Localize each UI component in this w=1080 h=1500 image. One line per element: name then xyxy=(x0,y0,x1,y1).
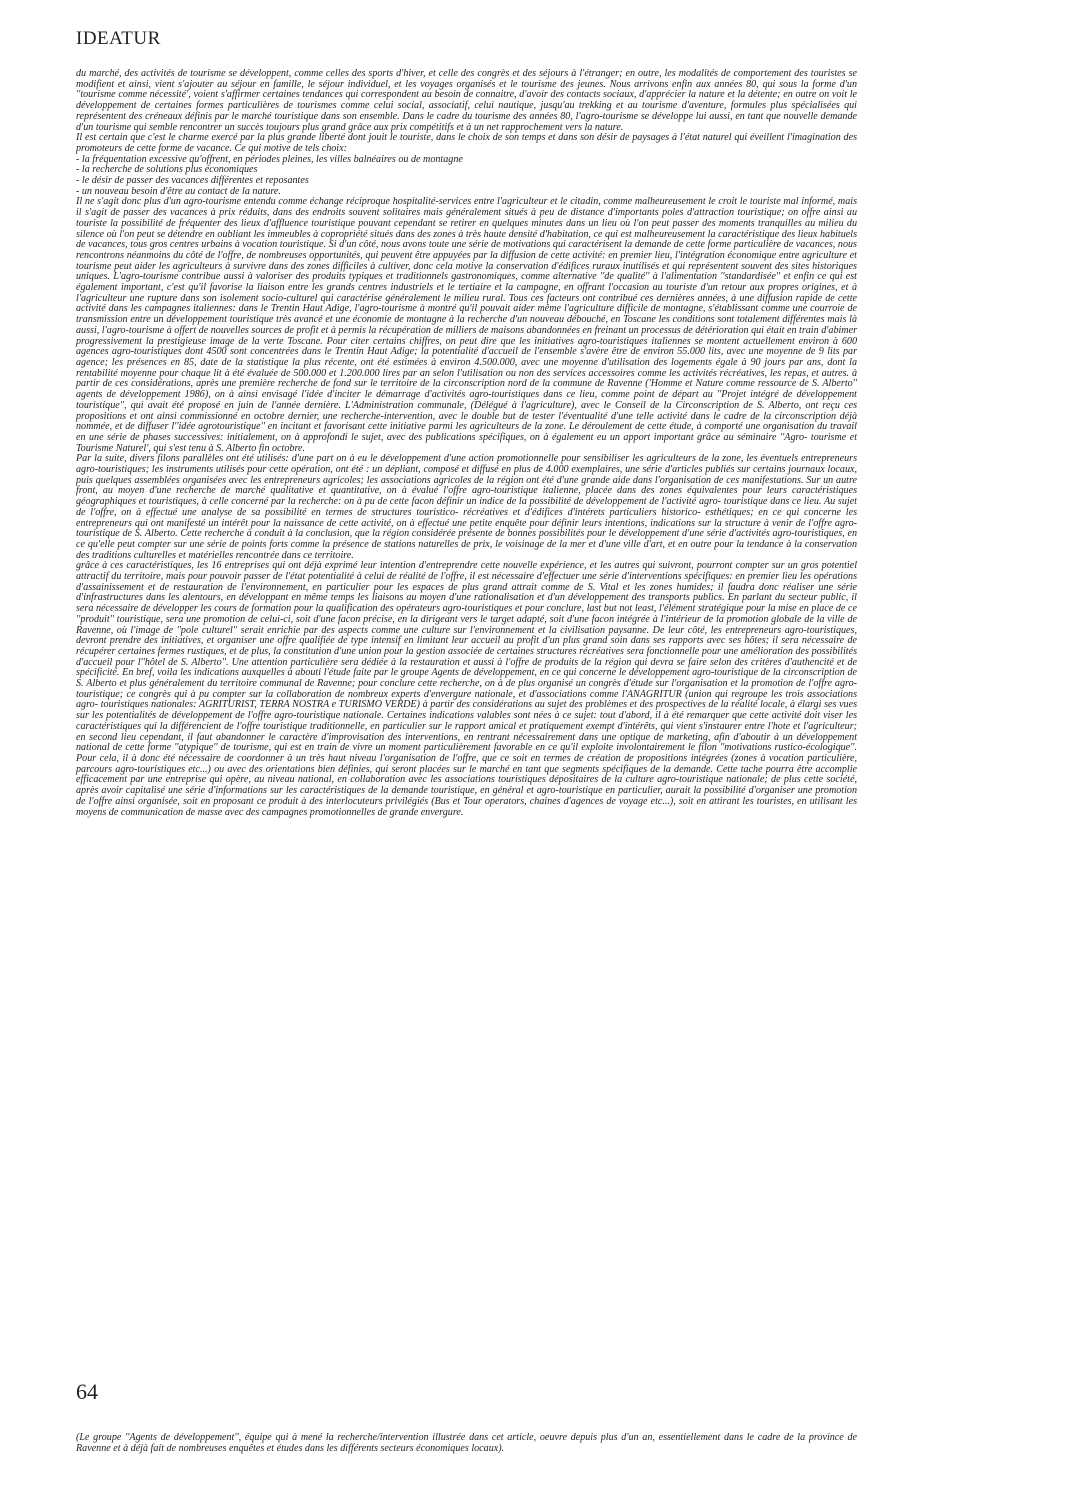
running-header: IDEATUR xyxy=(76,28,161,49)
article-body xyxy=(76,69,857,818)
paragraph-1: du marché, des activités de tourisme se développent, comme celles des sports d'hiver, et celle des congrès et des séjours à l'étranger; en outre, les modalités de comportement des touristes se modifient et ainsi, vient s'ajouter au séjour en famille, le séjour individuel, et les voyages organisés et le tourisme des jeunes. Nous arrivons enfin aux années 80, qui sous la forme d'un ''tourisme comme nécessité', voient s'affirmer certaines tendances qui correspondent au besoin de connaitre, d'avoir des contacts sociaux, d'apprécier la nature et la détente; en outre on voit le développement de certaines formes particulières de tourismes comme celui social, associatif, celui nautique, jusqu'au trekking et au tourisme d'aventure, formules plus spécialisées qui représentent des créneaux définis par le marché touristique dans son ensemble. Dans le cadre du tourisme des années 80, l'agro-tourisme se développe lui aussi, en tant que nouvelle demande d'un tourisme qui semble rencontrer un succès toujours plus grand grâce aux prix compétitifs et à un net rapprochement vers la nature. xyxy=(76,68,857,133)
paragraph-3: Il ne s'agit donc plus d'un agro-tourisme entendu comme échange réciproque hospitalité-services entre l'agriculteur et le citadin, comme malheureusement le croit le touriste mal informé, mais il s'agit de passer des vacances à prix réduits, dans des endroits souvent solitaires mais généralement situés à peu de distance d'importants poles d'attraction touristique; on offre ainsi au touriste la possibilité de fréquenter des lieux d'affluence touristique pouvant cependant se retirer en quelques minutes dans un lieu où l'on peut passer des moments tranquilles au milieu du silence où l'on peut se détendre en oubliant les immeubles à copropriété situés dans des zones à très haute densité d'habitation, ce qui est malheureusement la caractéristique des lieux habituels de vacances, tous gros centres urbains à vocation touristique. Si d'un côté, nous avons toute une série de motivations qui caractérisent la demande de cette forme particulière de vacances, nous rencontrons néanmoins du côté de l'offre, de nombreuses opportunités, qui peuvent être appuyées par la diffusion de cette activité: en premier lieu, l'intégration économique entre agriculture et tourisme peut aider les agriculteurs à survivre dans des zones difficiles à cultiver, donc cela motive la conservation d'édifices ruraux inutilisés et qui représentent souvent des sites historiques uniques. L'agro-tourisme contribue aussi à valoriser des produits typiques et traditionnels gastronomiques, comme alternative ''de qualité'' à l'alimentation ''standardisée'' et enfin ce qui est également important, c'est qu'il favorise la liaison entre les grands centres industriels et le tertiaire et la campagne, en offrant l'occasion au touriste d'un retour aux propres origines, et à l'agriculteur une rupture dans son isolement socio-culturel qui caractérise généralement le milieu rural. Tous ces facteurs ont contribué ces dernières années, à une diffusion rapide de cette activité dans les campagnes italiennes: dans le Trentin Haut Adige, l'agro-tourisme à montré qu'il pouvait aider même l'agriculture difficile de montagne, s'établissant comme une courroie de transmission entre un développement touristique très avancé et une économie de montagne à la recherche d'un nouveau débouché, en Toscane les conditions sont totalement différentes mais là aussi, l'agro-tourisme à offert de nouvelles sources de profit et à permis la récupération de milliers de maisons abandonnées en freinant un processus de détérioration qui était en train d'abimer progressivement la prestigieuse image de la verte Toscane. Pour citer certains chiffres, on peut dire que les initiatives agro-touristiques italiennes se montent actuellement environ à 600 agences agro-touristiques dont 4500 sont concentrées dans le Trentin Haut Adige; la potentialité d'accueil de l'ensemble s'avère être de environ 55.000 lits, avec une moyenne de 9 lits par agence; les présences en 85, date de la statistique la plus récente, ont été estimées à environ 4.500.000, avec une moyenne d'utilisation des logements égale à 90 jours par ans, dont la rentabilité moyenne pour chaque lit à été évaluée de 500.000 et 1.200.000 lires par an selon l'utilisation ou non des services accessoires comme les activités récréatives, les repas, et autres. à partir de ces considérations, après une première recherche de fond sur le territoire de la circonscription nord de la commune de Ravenne ('Homme et Nature comme ressource de S. Alberto'' agents de développement 1986), on à ainsi envisagé l'idée d'inciter le démarrage d'activités agro-touristiques dans ce lieu, comme point de départ au ''Projet intégré de développement touristique'', qui avait été proposé en juin de l'année dernière. L'Administration communale, (Délégué à l'agriculture), avec le Conseil de la Circonscription de S. Alberto, ont reçu ces propositions et ont ainsi commissionné en octobre dernier, une recherche-intervention, avec le double but de tester l'éventualité d'une telle activité dans le cadre de la circonscription déjà nommée, et de diffuser l''idée agrotouristique'' en incitant et favorisant cette initiative parmi les agriculteurs de la zone. Le déroulement de cette étude, à comporté une organisation du travail en une série de phases successives: initialement, on à approfondi le sujet, avec des publications spécifiques, on à également eu un apport important grâce au séminaire ''Agro- tourisme et Tourisme Naturel', qui s'est tenu à S. Alberto fin octobre. xyxy=(76,196,857,454)
paragraph-2: Il est certain que c'est le charme exercé par la plus grande liberté dont jouit le touriste, dans le choix de son temps et dans son désir de paysages à l'état naturel qui éveillent l'imagination des promoteurs de cette forme de vacance. Ce qui motive de tels choix: xyxy=(76,132,857,154)
page-number: 64 xyxy=(76,1379,98,1404)
list-item-2: - la recherche de solutions plus économiques xyxy=(76,164,258,176)
footnote: (Le groupe ''Agents de développement'', équipe qui à mené la recherche/intervention illustrée dans cet article, oeuvre depuis plus d'un an, essentiellement dans le cadre de la province de Ravenne et à déjà fait de nombreuses enquêtes et études dans les différents secteurs économiques locaux). xyxy=(76,1432,857,1454)
paragraph-5: grâce à ces caractéristiques, les 16 entreprises qui ont déjà exprimé leur intention d'entreprendre cette nouvelle expérience, et les autres qui suivront, pourront compter sur un gros potentiel attractif du territoire, mais pour pouvoir passer de l'état potentialité à celui de réalité de l'offre, il est nécessaire d'effectuer une série d'interventions spécifiques: en premier lieu les opérations d'assainissement et de restauration de l'environnement, en particulier pour les espaces de plus grand attrait comme de S. Vital et les zones humides; il faudra donc réaliser une série d'infrastructures dans les alentours, en développant en même temps les liaisons au moyen d'une rationalisation et d'un développement des transports publics. En parlant du secteur public, il sera nécessaire de développer les cours de formation pour la qualification des opérateurs agro-touristiques et pour conclure, last but not least, l'élément stratégique pour la mise en place de ce ''produit'' touristique, sera une promotion de celui-ci, soit d'une facon précise, en la dirigeant vers le target adapté, soit d'une facon intégrée à l'intérieur de la promotion globale de la ville de Ravenne, où l'image de ''pole culturel'' serait enrichie par des aspects comme une culture sur l'environnement et la civilisation paysanne. De leur côté, les entrepreneurs agro-touristiques, devront prendre des initiatives, et organiser une offre qualifiée de type intensif en limitant leur accueil au profit d'un plus grand soin dans ses rapports avec ses hôtes; il sera nécessaire de récupérer certaines fermes rustiques, et de plus, la constitution d'une union pour la gestion associée de certaines structures récréatives sera fonctionnelle pour une amélioration des possibilités d'accueil pour l''hôtel de S. Alberto''. Une attention particulière sera dédiée à la restauration et aussi à l'offre de produits de la région qui devra se faire selon des critères d'authencité et de spécificité. En bref, voila les indications auxquelles à abouti l'étude faite par le groupe Agents de développement, en ce qui concerne le développement agro-touristique de la circonscription de S. Alberto et plus généralement du territoire communal de Ravenne; pour conclure cette recherche, on à de plus organisé un congrès d'étude sur l'organisation et la promotion de l'offre agro- touristique; ce congrès qui à pu compter sur la collaboration de nombreux experts d'envergure nationale, et d'associations comme l'ANAGRITUR (union qui regroupe les trois associations agro- touristiques nationales: AGRITURIST, TERRA NOSTRA e TURISMO VERDE) à partir des considérations au sujet des problèmes et des prospectives de la réalité locale, à élargi ses vues sur les potentialités de développement de l'offre agro-touristique nationale. Certaines indications valables sont nées à ce sujet: tout d'abord, il à été remarquer que cette activité doit viser les caractéristiques qui la différencient de l'offre touristique traditionnelle, en particulier sur le rapport amical et pratiquement exempt d'intérêts, qui vient s'instaurer entre l'hote et l'agriculteur; en second lieu cependant, il faut abandonner le caractère d'improvisation des interventions, en rentrant nécessairement dans une optique de marketing, afin d'aboutir à un développement national de cette forme ''atypique'' de tourisme, qui est en train de vivre un moment particulièrement favorable en ce qu'il exploite involontairement le filon ''motivations rustico-écologique''. Pour cela, il à donc été nécessaire de coordonner à un très haut niveau l'organisation de l'offre, que ce soit en termes de création de propositions intégrées (zones à vocation particulière, parcours agro-touristiques etc...) ou avec des orientations bien définies, qui seront placées sur le marché en tant que segments spécifiques de la demande. Cette tache pourra être accomplie efficacement par une entreprise qui opère, au niveau national, en collaboration avec les associations touristiques dépositaires de la culture agro-touristique nationale; de plus cette société, après avoir capitalisé une série d'informations sur les caractéristiques de la demande touristique, en général et agro-touristique en particulier, aurait la possibilité d'organiser une promotion de l'offre ainsi organisée, soit en proposant ce produit à des interlocuteurs privilégiés (Bus et Tour operators, chaines d'agences de voyage etc...), soit en attirant les touristes, en utilisant les moyens de communication de masse avec des campagnes promotionnelles de grande envergure. xyxy=(76,560,857,818)
list-item-4: - un nouveau besoin d'être au contact de la nature. xyxy=(76,185,281,197)
list-item-3: - le désir de passer des vacances différentes et reposantes xyxy=(76,175,309,187)
paragraph-4: Par la suite, divers filons parallèles ont été utilisés: d'une part on à eu le développement d'une action promotionnelle pour sensibiliser les agriculteurs de la zone, les éventuels entrepreneurs agro-touristiques; les instruments utilisés pour cette opération, ont été : un dépliant, composé et diffusé en plus de 4.000 exemplaires, une série d'articles publiés sur certains journaux locaux, puis quelques assemblées organisées avec les entrepreneurs agricoles; les associations agricoles de la région ont été d'une grande aide dans l'organisation de ces manifestations. Sur un autre front, au moyen d'une recherche de marché qualitative et quantitative, on à évalué l'offre agro-touristique italienne, placée dans des zones équivalentes pour leurs caractéristiques géographiques et touristiques, à celle concerné par la recherche: on à pu de cette facon définir un indice de la possibilité de développement de l'activité agro- touristique dans ce lieu. Au sujet de l'offre, on à effectué une analyse de sa possibilité en termes de structures touristico- récréatives et d'édifices d'intérets particuliers historico- esthétiques; en ce qui concerne les entrepreneurs qui ont manifesté un intérêt pour la naissance de cette activité, on à effectué une petite enquête pour définir leurs intentions, indications sur la structure à venir de l'offre agro-touristique de S. Alberto. Cette recherche à conduit à la conclusion, que la région considérée présente de bonnes possibilités pour le développement d'une série d'activités agro-touristiques, en ce qu'elle peut compter sur une série de points forts comme la présence de stations naturelles de prix, le voisinage de la mer et d'une ville d'art, et en outre pour la tendance à la conservation des traditions culturelles et matérielles rencontrée dans ce territoire. xyxy=(76,453,857,561)
list-item-1: - la fréquentation excessive qu'offrent, en périodes pleines, les villes balnéaires ou de montagne xyxy=(76,153,463,165)
